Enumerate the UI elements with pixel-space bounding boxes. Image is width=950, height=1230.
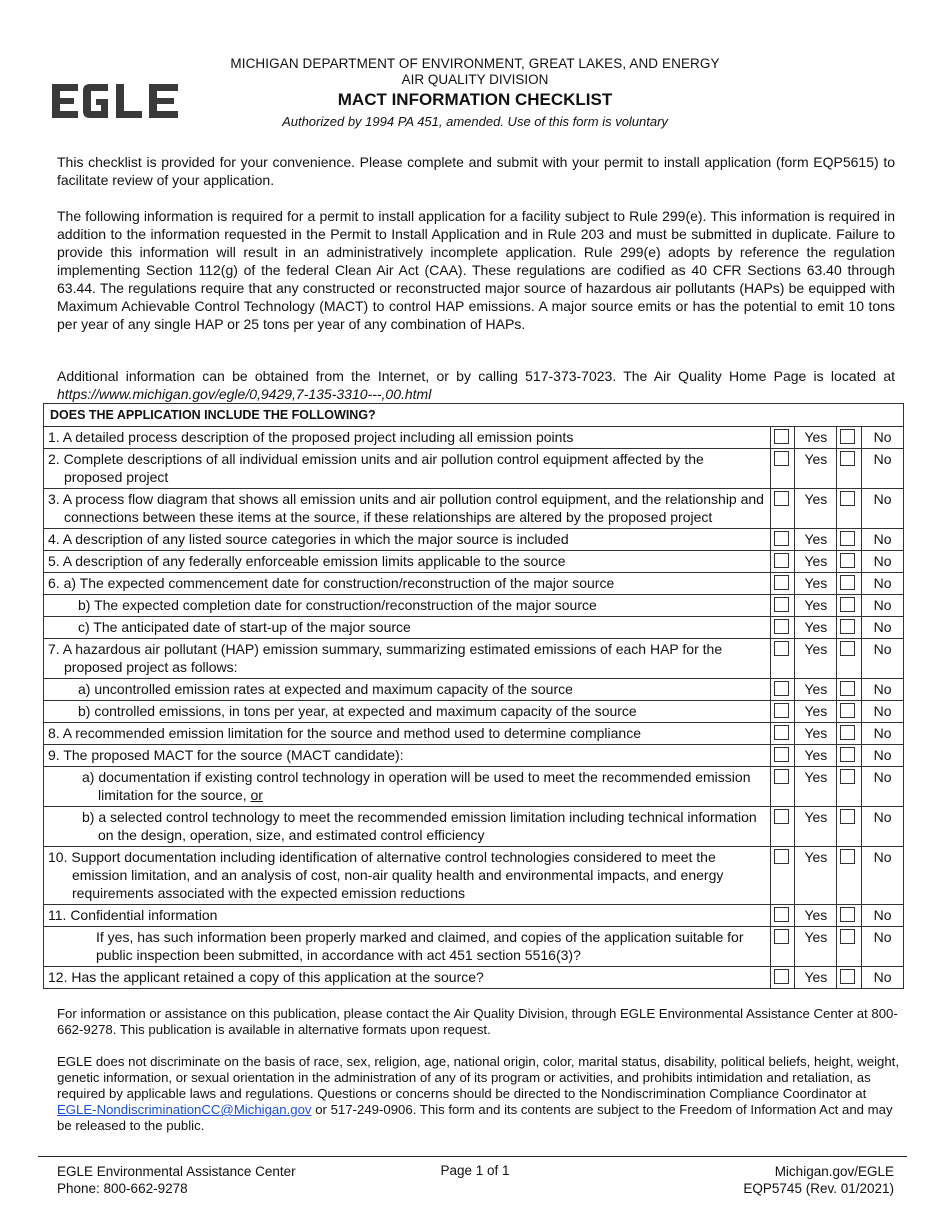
yes-label: Yes <box>795 807 837 847</box>
no-checkbox-9b[interactable] <box>840 809 855 824</box>
no-label: No <box>862 573 904 595</box>
checklist-heading: DOES THE APPLICATION INCLUDE THE FOLLOWING? <box>44 404 904 427</box>
yes-checkbox-7a[interactable] <box>774 681 789 696</box>
table-row <box>44 449 904 489</box>
table-row <box>44 427 904 449</box>
yes-label: Yes <box>795 639 837 679</box>
yes-checkbox-4[interactable] <box>774 531 789 546</box>
item-text: 2. Complete descriptions of all individual emission units and air pollution control equipment affected by the proposed project <box>44 449 771 489</box>
table-row <box>44 807 904 847</box>
item-text: 1. A detailed process description of the proposed project including all emission points <box>44 427 771 449</box>
yes-checkbox-9a[interactable] <box>774 769 789 784</box>
no-label: No <box>862 639 904 679</box>
no-checkbox-9[interactable] <box>840 747 855 762</box>
no-label: No <box>862 905 904 927</box>
no-label: No <box>862 489 904 529</box>
mact-checklist-table <box>43 403 904 989</box>
no-checkbox-6a[interactable] <box>840 575 855 590</box>
no-checkbox-7[interactable] <box>840 641 855 656</box>
no-checkbox-2[interactable] <box>840 451 855 466</box>
no-label: No <box>862 617 904 639</box>
intro-paragraph-2: The following information is required for a permit to install application for a facility subject to Rule 299(e). This information is required in addition to the information requested in the Permit to Install Application and in Rule 203 and must be submitted in duplicate. Failure to provide this information will result in an administratively incomplete application. Rule 299(e) adopts by reference the regulation implementing Section 112(g) of the federal Clean Air Act (CAA). These regulations are codified as 40 CFR Sections 63.40 through 63.44. The regulations require that any constructed or reconstructed major source of hazardous air pollutants (HAPs) be equipped with Maximum Achievable Control Technology (MACT) to control HAP emissions. A major source emits or has the potential to emit 10 tons per year of any single HAP or 25 tons per year of any combination of HAPs. <box>57 208 895 332</box>
no-checkbox-10[interactable] <box>840 849 855 864</box>
yes-label: Yes <box>795 905 837 927</box>
table-row <box>44 905 904 927</box>
no-label: No <box>862 767 904 807</box>
no-checkbox-6c[interactable] <box>840 619 855 634</box>
or-word: or <box>250 787 263 803</box>
table-row <box>44 595 904 617</box>
no-label: No <box>862 427 904 449</box>
air-quality-url: https://www.michigan.gov/egle/0,9429,7-135-3310---,00.html <box>57 386 432 402</box>
authority-note: Authorized by 1994 PA 451, amended. Use of this form is voluntary <box>282 114 668 129</box>
item-text: b) a selected control technology to meet the recommended emission limitation including technical information on the design, operation, size, and estimated control efficiency <box>44 807 771 847</box>
item-text: b) The expected completion date for construction/reconstruction of the major source <box>44 595 771 617</box>
yes-label: Yes <box>795 449 837 489</box>
item-text: a) uncontrolled emission rates at expected and maximum capacity of the source <box>44 679 771 701</box>
yes-checkbox-1[interactable] <box>774 429 789 444</box>
page-title: MACT INFORMATION CHECKLIST <box>337 90 613 109</box>
item-text: 6. a) The expected commencement date for construction/reconstruction of the major source <box>44 573 771 595</box>
item-text: 10. Support documentation including identification of alternative control technologies considered to meet the emission limitation, and an analysis of cost, non-air quality health and environmental impacts, and energy requirements associated with the expected emission reductions <box>44 847 771 905</box>
no-label: No <box>862 745 904 767</box>
yes-label: Yes <box>795 745 837 767</box>
table-row <box>44 617 904 639</box>
no-label: No <box>862 449 904 489</box>
yes-checkbox-6a[interactable] <box>774 575 789 590</box>
no-checkbox-7a[interactable] <box>840 681 855 696</box>
no-checkbox-11a[interactable] <box>840 929 855 944</box>
item-text: 11. Confidential information <box>44 905 771 927</box>
yes-label: Yes <box>795 847 837 905</box>
no-label: No <box>862 807 904 847</box>
no-label: No <box>862 701 904 723</box>
table-row <box>44 529 904 551</box>
intro-paragraph-3-text: Additional information can be obtained from the Internet, or by calling 517-373-7023. The Air Quality Home Page is located at <box>57 368 895 384</box>
no-label: No <box>862 967 904 989</box>
yes-checkbox-9b[interactable] <box>774 809 789 824</box>
yes-label: Yes <box>795 927 837 967</box>
center-name: EGLE Environmental Assistance Center <box>57 1164 296 1179</box>
center-phone: Phone: 800-662-9278 <box>57 1181 188 1196</box>
item-text: 4. A description of any listed source categories in which the major source is included <box>44 529 771 551</box>
yes-label: Yes <box>795 573 837 595</box>
item-text: c) The anticipated date of start-up of the major source <box>44 617 771 639</box>
no-checkbox-4[interactable] <box>840 531 855 546</box>
yes-label: Yes <box>795 679 837 701</box>
yes-checkbox-12[interactable] <box>774 969 789 984</box>
no-checkbox-8[interactable] <box>840 725 855 740</box>
item-text: 3. A process flow diagram that shows all emission units and air pollution control equipment, and the relationship and connections between these items at the source, if these relationships are altered by the proposed project <box>44 489 771 529</box>
table-row <box>44 489 904 529</box>
website: Michigan.gov/EGLE <box>774 1164 894 1179</box>
no-label: No <box>862 723 904 745</box>
item-text: 9. The proposed MACT for the source (MACT candidate): <box>44 745 771 767</box>
table-row <box>44 767 904 807</box>
no-label: No <box>862 679 904 701</box>
intro-paragraph-3 <box>57 367 895 403</box>
footer-divider <box>38 1156 907 1157</box>
nondiscrimination-email-link[interactable]: EGLE-NondiscriminationCC@Michigan.gov <box>57 1102 312 1117</box>
table-row <box>44 573 904 595</box>
no-checkbox-6b[interactable] <box>840 597 855 612</box>
yes-checkbox-8[interactable] <box>774 725 789 740</box>
yes-label: Yes <box>795 529 837 551</box>
yes-checkbox-5[interactable] <box>774 553 789 568</box>
intro-paragraph-1: This checklist is provided for your convenience. Please complete and submit with your permit to install application (form EQP5615) to facilitate review of your application. <box>57 154 895 188</box>
no-checkbox-12[interactable] <box>840 969 855 984</box>
yes-label: Yes <box>795 427 837 449</box>
item-text: b) controlled emissions, in tons per year, at expected and maximum capacity of the source <box>44 701 771 723</box>
yes-label: Yes <box>795 723 837 745</box>
table-row <box>44 701 904 723</box>
yes-label: Yes <box>795 617 837 639</box>
item-text: 8. A recommended emission limitation for the source and method used to determine compliance <box>44 723 771 745</box>
table-row <box>44 745 904 767</box>
table-row <box>44 967 904 989</box>
item-text: 12. Has the applicant retained a copy of this application at the source? <box>44 967 771 989</box>
no-checkbox-11[interactable] <box>840 907 855 922</box>
assistance-note: For information or assistance on this publication, please contact the Air Quality Division, through EGLE Environmental Assistance Center at 800-662-9278. This publication is available in alternative formats upon request. <box>57 1006 898 1037</box>
yes-checkbox-6c[interactable] <box>774 619 789 634</box>
table-row <box>44 639 904 679</box>
department-name: MICHIGAN DEPARTMENT OF ENVIRONMENT, GREAT LAKES, AND ENERGY <box>230 56 720 71</box>
nondiscrimination-note: EGLE does not discriminate on the basis of race, sex, religion, age, national origin, color, marital status, disability, political beliefs, height, weight, genetic information, or sexual orientation in the administration of any of its program or activities, and prohibits intimidation and retaliation, as required by applicable laws and regulations. Questions or concerns should be directed to the Nondiscrimination Compliance Coordinator at EGLE-NondiscriminationCC@Michigan.gov or 517-249-0906. This form and its contents are subject to the Freedom of Information Act and may be released to the public. <box>57 1054 899 1133</box>
table-row <box>44 723 904 745</box>
item-text: If yes, has such information been properly marked and claimed, and copies of the application suitable for public inspection been submitted, in accordance with act 451 section 5516(3)? <box>44 927 771 967</box>
no-label: No <box>862 847 904 905</box>
table-row <box>44 679 904 701</box>
yes-checkbox-11a[interactable] <box>774 929 789 944</box>
yes-label: Yes <box>795 595 837 617</box>
yes-checkbox-2[interactable] <box>774 451 789 466</box>
table-row <box>44 551 904 573</box>
division-name: AIR QUALITY DIVISION <box>401 72 549 87</box>
page-number: Page 1 of 1 <box>440 1163 510 1178</box>
item-text: a) documentation if existing control technology in operation will be used to meet the recommended emission limitation for the source, or <box>44 767 771 807</box>
no-checkbox-7b[interactable] <box>840 703 855 718</box>
no-checkbox-1[interactable] <box>840 429 855 444</box>
yes-label: Yes <box>795 967 837 989</box>
footer-right <box>743 1163 894 1197</box>
no-label: No <box>862 595 904 617</box>
yes-label: Yes <box>795 489 837 529</box>
no-label: No <box>862 551 904 573</box>
yes-label: Yes <box>795 701 837 723</box>
yes-checkbox-7b[interactable] <box>774 703 789 718</box>
item-text: 5. A description of any federally enforceable emission limits applicable to the source <box>44 551 771 573</box>
form-id: EQP5745 (Rev. 01/2021) <box>743 1181 894 1196</box>
no-checkbox-5[interactable] <box>840 553 855 568</box>
yes-checkbox-11[interactable] <box>774 907 789 922</box>
no-checkbox-9a[interactable] <box>840 769 855 784</box>
item-text: 7. A hazardous air pollutant (HAP) emission summary, summarizing estimated emissions of each HAP for the proposed project as follows: <box>44 639 771 679</box>
yes-checkbox-10[interactable] <box>774 849 789 864</box>
yes-label: Yes <box>795 551 837 573</box>
yes-checkbox-9[interactable] <box>774 747 789 762</box>
table-row <box>44 847 904 905</box>
table-row <box>44 927 904 967</box>
yes-checkbox-3[interactable] <box>774 491 789 506</box>
no-label: No <box>862 927 904 967</box>
yes-checkbox-6b[interactable] <box>774 597 789 612</box>
yes-label: Yes <box>795 767 837 807</box>
no-checkbox-3[interactable] <box>840 491 855 506</box>
yes-checkbox-7[interactable] <box>774 641 789 656</box>
no-label: No <box>862 529 904 551</box>
